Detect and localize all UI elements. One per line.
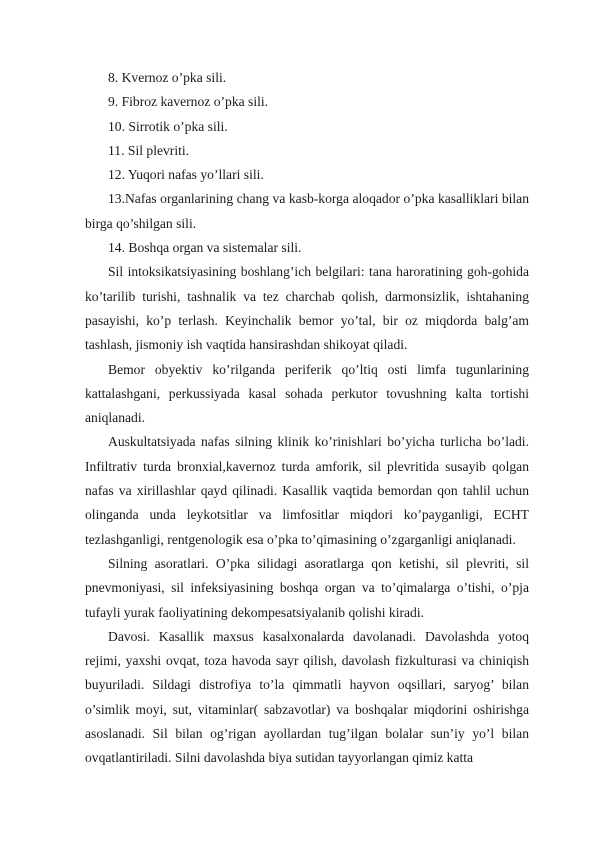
document-body	[85, 66, 529, 771]
paragraph-objective-exam: Bemor obyektiv ko’rilganda periferik qo’ltiq osti limfa tugunlarining kattalashgani, perkussiyada kasal sohada perkutor tovushning kalta tortishi aniqlanadi.	[85, 361, 529, 426]
paragraph-complications: Silning asoratlari. O’pka silidagi asoratlarga qon ketishi, sil plevriti, sil pnevmoniyasi, sil infeksiyasining boshqa organ va to’qimalarga o’tishi, o’pja tufayli yurak faoliyatining dekompesatsiyalanib qolishi kiradi.	[85, 555, 529, 620]
paragraph-intoxication-signs: Sil intoksikatsiyasining boshlang’ich belgilari: tana haroratining goh-gohida ko’tarilib turishi, tashnalik va tez charchab qolish, darmonsizlik, ishtahaning pasayishi, ko’p terlash. Keyinchalik bemor yo’tal, bir oz miqdorda balg’am tashlash, jismoniy ish vaqtida hansirashdan shikoyat qiladi.	[85, 264, 529, 353]
paragraph-auscultation: Auskultatsiyada nafas silning klinik ko’rinishlari bo’yicha turlicha bo’ladi. Infiltrativ turda bronxial,kavernoz turda amforik, sil plevritida susayib qolgan nafas va xirillashlar qayd qilinadi. Kasallik vaqtida bemordan qon tahlil uchun olinganda unda leykotsitlar va limfositlar miqdori ko’payganligi, ECHT tezlashganligi, rentgenologik esa o’pka to’qimasining o’zgarganligi aniqlanadi.	[85, 434, 529, 547]
list-item-14: 14. Boshqa organ va sistemalar sili.	[108, 240, 302, 256]
list-item: 12. Yuqori nafas yo’llari sili.	[108, 167, 264, 183]
paragraph-treatment: Davosi. Kasallik maxsus kasalxonalarda davolanadi. Davolashda yotoq rejimi, yaxshi ovqat, toza havoda sayr qilish, davolash fizkulturasi va chiniqish buyuriladi. Sildagi distrofiya to’la qimmatli hayvon oqsillari, saryog’ bilan o’simlik moyi, sut, vitaminlar( sabzavotlar) va boshqalar miqdorini oshirishga asoslanadi. Sil bilan og’rigan ayollardan tug’ilgan bolalar sun’iy yo’l bilan ovqatlantiriladi. Silni davolashda biya sutidan tayyorlangan qimiz katta	[85, 628, 529, 766]
list-item: 10. Sirrotik o’pka sili.	[108, 118, 228, 134]
list-item: 11. Sil plevriti.	[108, 142, 190, 158]
list-item: 8. Kvernoz o’pka sili.	[108, 70, 227, 85]
list-item-13: 13.Nafas organlarining chang va kasb-korga aloqador o’pka kasalliklari bilan birga qo’shilgan sili.	[85, 191, 529, 231]
list-item: 9. Fibroz kavernoz o’pka sili.	[108, 94, 269, 110]
